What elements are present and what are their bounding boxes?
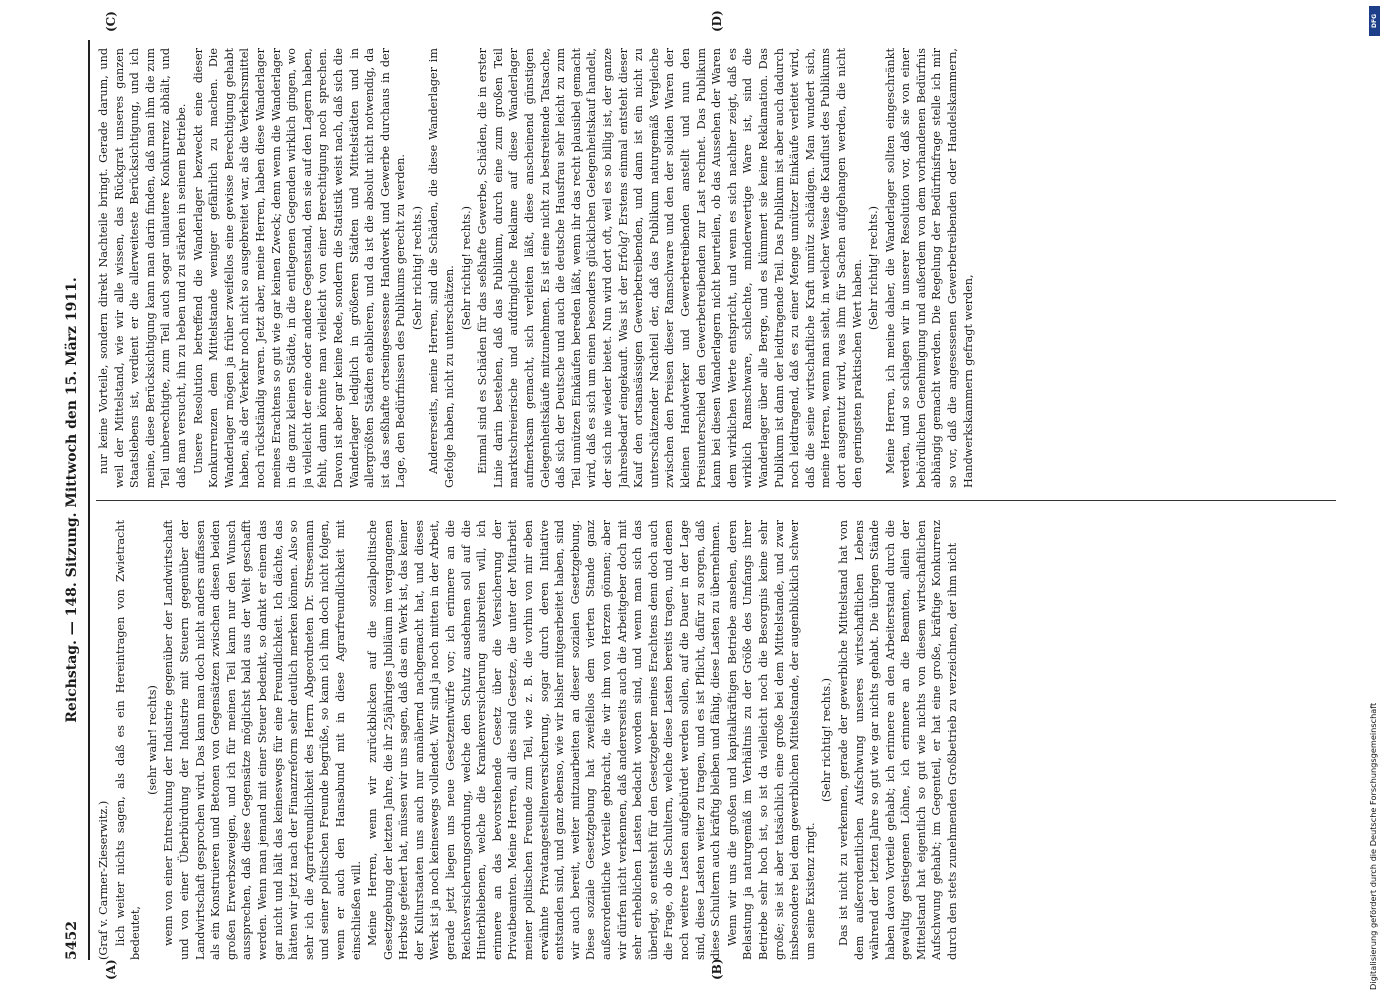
running-title: Reichstag. — 148. Sitzung. Mittwoch den 15. März 1911. bbox=[64, 277, 80, 723]
paragraph: lich weiter nichts sagen, als daß es ein Hereintragen von Zwietracht bedeutet, bbox=[113, 520, 143, 960]
paragraph: Das ist nicht zu verkennen, gerade der gewerbliche Mittelstand hat von dem außerordentlichen Aufschwung unseres wirtschaftlichen Lebens während der letzten Jahre so gut wie gar nichts gehabt. Die übrigen Stände haben davon Vorteile gehabt; ich erinnere an den Arbeiterstand durch die gewaltig gestiegenen Löhne, ich erinnere an die Beamten, allein der Mittelstand hat eigentlich so gut wie nichts von diesem wirtschaftlichen Aufschwung gehabt; im Gegenteil, er hat eine große, kräftige Konkurrenz durch den stets zunehmenden Großbetrieb zu verzeichnen, der ihm nicht bbox=[836, 520, 960, 960]
header-rule bbox=[88, 40, 90, 960]
digitization-credit: Digitalisierung gefördert durch die Deutsche Forschungsgemeinschaft bbox=[1368, 702, 1378, 990]
page-number: 5452 bbox=[64, 921, 80, 960]
interjection: (Sehr richtig! rechts.) bbox=[410, 205, 424, 331]
left-column bbox=[96, 520, 1336, 960]
paragraph: Unsere Resolution betreffend die Wanderlager bezweckt eine dieser Konkurrenzen dem Mittelstande weniger gefährlich zu machen. Die Wanderlager mögen ja früher zweifellos eine gewisse Berechtigung gehabt haben, als der Verkehr noch nicht so ausgebreitet war, als die Verkehrsmittel noch rückständig waren. Jetzt aber, meine Herren, haben diese Wanderlager meines Erachtens so gut wie gar keinen Zweck; denn wenn die Wanderlager in die ganz kleinen Städte, in die entlegenen Gegenden wirklich gingen, wo ja vielleicht der eine oder andere Gegenstand, den sie auf den Lagern haben, fehlt, dann könnte man vielleicht von einer Berechtigung noch sprechen. Davon ist aber gar keine Rede, sondern die Statistik weist nach, daß sich die Wanderlager lediglich in größeren Städten und Mittelstädten und in allergrößten Städten etablieren, und da ist die absolut nicht notwendig, da ist das seßhafte ortseingesessene Handwerk und Gewerbe durchaus in der Lage, den Bedürfnissen des Publikums gerecht zu werden. bbox=[191, 48, 408, 488]
margin-marker-c: (C) bbox=[104, 11, 118, 32]
interjection: (Sehr richtig! rechts.) bbox=[459, 205, 473, 331]
paragraph: Andererseits, meine Herren, sind die Schäden, die diese Wanderlager im Gefolge haben, nicht zu unterschätzen. bbox=[427, 48, 457, 488]
column-divider bbox=[96, 500, 1336, 501]
interjection: (sehr wahr! rechts) bbox=[145, 685, 159, 795]
margin-marker-d: (D) bbox=[710, 10, 724, 32]
dfg-logo: DFG bbox=[1369, 6, 1380, 36]
margin-marker-b: (B) bbox=[710, 958, 724, 980]
interjection: (Sehr richtig! rechts.) bbox=[820, 677, 834, 803]
paragraph: Meine Herren, wenn wir zurückblicken auf die sozialpolitische Gesetzgebung der letzten Jahre, die ihr 25jähriges Jubiläum im vergangenen Herbste gefeiert hat, müssen wir uns sagen, daß das ein Werk ist, das keiner der Kulturstaaten uns auch nur annähernd nachgemacht hat, und dieses Werk ist ja noch keineswegs vollendet. Wir sind ja noch mitten in der Arbeit, gerade jetzt liegen uns neue Gesetzentwürfe vor; ich erinnere an die Reichsversicherungsordnung, welche den Schutz ausdehnen soll auf die Hinterbliebenen, welche die Krankenversicherung ausbreiten will, ich erinnere an das bevorstehende Gesetz über die Versicherung der Privatbeamten. Meine Herren, all dies sind Gesetze, die unter der Mitarbeit meiner politischen Freunde zum Teil, wie z. B. die vorhin von mir eben erwähnte Privatangestelltenversicherung, sogar durch deren Initiative entstanden sind, und ganz ebenso, wie wir bisher mitgearbeitet haben, sind wir auch bereit, weiter mitzuarbeiten an dieser sozialen Gesetzgebung. Diese soziale Gesetzgebung hat zweifellos dem vierten Stande ganz außerordentliche Vorteile gebracht, die wir ihm von Herzen gönnen; aber wir dürfen nicht verkennen, daß andererseits auch die Arbeitgeber doch mit sehr erheblichen Lasten bedacht worden sind, und wenn man sich das überlegt, so entsteht für den Gesetzgeber meines Erachtens denn doch auch die Frage, ob die Schultern, welche diese Lasten bereits tragen, und denen noch weitere Lasten aufgebürdet werden sollen, auf die Dauer in der Lage sind, diese Lasten weiter zu tragen, und es ist Pflicht, dafür zu sorgen, daß diese Schultern auch kräftig bleiben und fähig, diese Lasten zu übernehmen. bbox=[366, 520, 723, 960]
margin-marker-a: (A) bbox=[104, 959, 118, 980]
paragraph: wenn von einer Entrechtung der Industrie gegenüber der Landwirtschaft und von einer Überbürdung der Industrie mit Steuern gegenüber der Landwirtschaft gesprochen wird. Das kann man doch nicht anders auffassen als ein Konstruieren und Betonen von Gegensätzen zwischen diesen beiden großen Erwerbszweigen, und ich für meinen Teil kann nur den Wunsch aussprechen, daß diese Gegensätze möglichst bald aus der Welt geschafft werden. Wenn man jemand mit einer Steuer bedenkt, so dankt er einem das gar nicht und hält das keineswegs für eine Freundlichkeit. Ich dächte, das hätten wir jetzt nach der Finanzreform sehr deutlich merken können. Also so sehr ich die Agrarfreundlichkeit des Herrn Abgeordneten Dr. Stresemann und seiner politischen Freunde begrüße, so kann ich ihm doch nicht folgen, wenn er auch den Hansabund mit in diese Agrarfreundlichkeit mit einschließen will. bbox=[162, 520, 363, 960]
rotated-page bbox=[62, 10, 1362, 980]
right-column bbox=[96, 48, 1336, 488]
paragraph: Meine Herren, ich meine daher, die Wanderlager sollten eingeschränkt werden, und so schlagen wir in unserer Resolution vor, daß sie von einer behördlichen Genehmigung und außerdem von dem vorhandenen Bedürfnis abhängig gemacht werden. Die Regelung der Bedürfnisfrage stelle ich mir so vor, daß die angesessenen Gewerbetreibenden oder Handelskammern, Handwerkskammern gefragt werden, bbox=[883, 48, 975, 488]
page-header bbox=[62, 40, 86, 960]
speaker-line: (Graf v. Carmer-Zieserwitz.) bbox=[97, 800, 110, 960]
interjection: (Sehr richtig! rechts.) bbox=[867, 205, 881, 331]
paragraph: Wenn wir uns die großen und kapitalkräftigen Betriebe ansehen, deren Belastung ja naturgemäß im Verhältnis zu der Größe des Umfangs ihrer Betriebe sehr hoch ist, so ist da vielleicht noch die Besorgnis keine sehr große; sie ist aber tatsächlich eine große bei dem Mittelstande, und zwar insbesondere bei dem gewerblichen Mittelstande, der augenblicklich schwer um seine Existenz ringt. bbox=[725, 520, 817, 960]
paragraph: Einmal sind es Schäden für das seßhafte Gewerbe, Schäden, die in erster Linie darin bestehen, daß das Publikum, durch eine zum großen Teil marktschreierische und aufdringliche Reklame auf diese Wanderlager aufmerksam gemacht, sich verleiten läßt, diese anscheinend günstigen Gelegenheitskäufe mitzunehmen. Es ist eine nicht zu bestreitende Tatsache, daß sich der Deutsche und auch die deutsche Hausfrau sehr leicht zu zum Teil unnützen Einkäufen bereden läßt, wenn ihr das recht plausibel gemacht wird, daß es sich um einen besonders glücklichen Gelegenheitskauf handelt, der sich nie wieder bietet. Nun wird dort oft, weil es so billig ist, der ganze Jahresbedarf eingekauft. Was ist der Erfolg? Erstens einmal entsteht dieser Kauf den ortsansässigen Gewerbetreibenden, und dann ist ein nicht zu unterschätzender Nachteil der, daß das Publikum naturgemäß Vergleiche zwischen den Preisen dieser Ramschware und den der soliden Waren der kleinen Handwerker und Gewerbetreibenden anstellt und nun den Preisunterschied den Gewerbetreibenden zur Last rechnet. Das Publikum kann bei diesen Wanderlagern nicht beurteilen, ob das Aussehen der Waren dem wirklichen Werte entspricht, und wenn es sich nachher zeigt, daß es wirklich Ramschware, schlechte, minderwertige Ware ist, sind die Wanderlager über alle Berge, und es kümmert sie keine Reklamation. Das Publikum ist dann der leidtragende Teil. Das Publikum ist aber auch dadurch noch leidtragend, daß es zu einer Menge unnützer Einkäufe verleitet wird, daß die seine wirtschaftliche Kraft unnütz schädigen. Man wundert sich, meine Herren, wenn man sieht, in welcher Weise die Kauflust des Publikums dort ausgenutzt wird, was ihm für Sachen aufgehangen werden, die nicht den geringsten praktischen Wert haben. bbox=[476, 48, 864, 488]
paragraph: nur keine Vorteile, sondern direkt Nachteile bringt. Gerade darum, und weil der Mittelstand, wie wir alle wissen, das Rückgrat unseres ganzen Staatslebens ist, verdient er die allerweiteste Berücksichtigung, und ich meine, diese Berücksichtigung kann man darin finden, daß man ihm die zum Teil unberechtigte, zum Teil auch sogar unlautere Konkurrenz abhält, und daß man versucht, ihn zu heben und zu stärken in seinem Betriebe. bbox=[97, 48, 188, 488]
